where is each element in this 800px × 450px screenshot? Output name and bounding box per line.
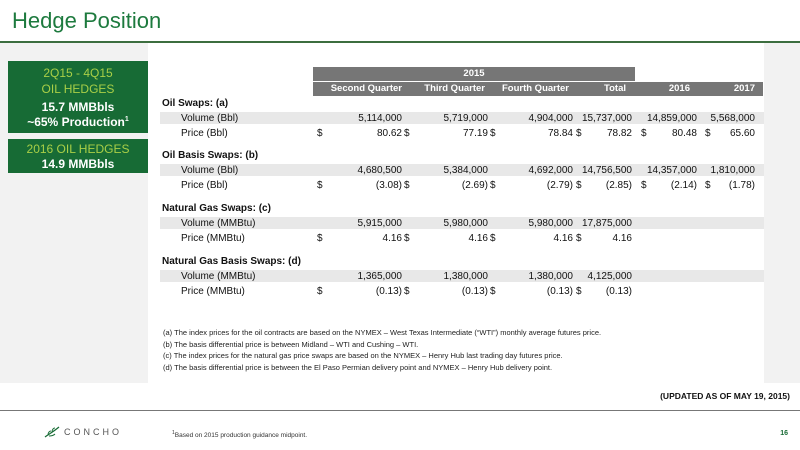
currency-symbol: $ bbox=[576, 128, 582, 139]
table-cell: (1.78) bbox=[728, 180, 755, 191]
currency-symbol: $ bbox=[404, 286, 410, 297]
currency-symbol: $ bbox=[317, 128, 323, 139]
table-cell: 80.62 bbox=[376, 128, 402, 139]
currency-symbol: $ bbox=[705, 180, 711, 191]
table-cell: 65.60 bbox=[729, 128, 755, 139]
table-cell: 1,380,000 bbox=[443, 271, 488, 282]
oil-hedges-heading: OIL HEDGES bbox=[41, 82, 115, 96]
note-a: (a) The index prices for the oil contracts are based on the NYMEX – West Texas Intermediate (“WTI”) monthly average futures price. bbox=[163, 328, 602, 337]
currency-symbol: $ bbox=[641, 128, 647, 139]
column-header: Total bbox=[604, 83, 626, 94]
note-d: (d) The basis differential price is between the El Paso Permian delivery point and NYMEX – Henry Hub delivery point. bbox=[163, 362, 553, 372]
table-cell: 4,692,000 bbox=[528, 165, 573, 176]
table-cell: 77.19 bbox=[462, 128, 488, 139]
oil-hedges-2016-volume: 14.9 MMBbls bbox=[41, 157, 115, 171]
table-cell: (2.85) bbox=[605, 180, 632, 191]
currency-symbol: $ bbox=[404, 128, 410, 139]
table-cell: 78.82 bbox=[606, 128, 632, 139]
column-header: 2017 bbox=[733, 83, 755, 94]
notes bbox=[163, 327, 601, 373]
footer-divider bbox=[0, 410, 800, 411]
row-label: Price (Bbl) bbox=[181, 128, 228, 139]
table-cell: 78.84 bbox=[547, 128, 573, 139]
section-title: Oil Basis Swaps: (b) bbox=[162, 150, 259, 161]
table-cell: 5,114,000 bbox=[358, 113, 402, 124]
oil-hedges-2015-box bbox=[8, 61, 148, 133]
table-cell: 1,380,000 bbox=[528, 271, 573, 282]
table-cell: 4.16 bbox=[468, 233, 488, 244]
currency-symbol: $ bbox=[576, 180, 582, 191]
production-footnote-marker: 1 bbox=[124, 116, 129, 123]
note-b: (b) The basis differential price is between Midland – WTI and Cushing – WTI. bbox=[163, 339, 419, 349]
table-cell: 14,859,000 bbox=[646, 113, 697, 124]
table-cell: 17,875,000 bbox=[581, 218, 632, 229]
currency-symbol: $ bbox=[576, 233, 582, 244]
table-cell: 4.16 bbox=[612, 233, 632, 244]
page-title: Hedge Position bbox=[12, 8, 162, 33]
table-cell: 4,680,500 bbox=[357, 165, 402, 176]
row-label: Price (MMBtu) bbox=[181, 233, 245, 244]
column-header: 2016 bbox=[668, 83, 690, 94]
currency-symbol: $ bbox=[490, 233, 496, 244]
table-cell: (0.13) bbox=[546, 286, 573, 297]
currency-symbol: $ bbox=[490, 286, 496, 297]
currency-symbol: $ bbox=[317, 286, 323, 297]
concho-logo bbox=[44, 426, 122, 438]
currency-symbol: $ bbox=[317, 180, 323, 191]
updated-date: (UPDATED AS OF MAY 19, 2015) bbox=[660, 391, 790, 401]
table-cell: 5,568,000 bbox=[710, 113, 755, 124]
table-cell: 5,980,000 bbox=[528, 218, 573, 229]
table-cell: 80.48 bbox=[671, 128, 697, 139]
oil-hedges-2016-heading: 2016 OIL HEDGES bbox=[26, 142, 130, 156]
year-group-header: 2015 bbox=[313, 67, 635, 81]
period-label: 2Q15 - 4Q15 bbox=[43, 66, 113, 80]
right-panel bbox=[764, 43, 800, 383]
table-cell: (2.79) bbox=[546, 180, 573, 191]
footnote: $^1$Based on 2015 production guidance midpoint. bbox=[172, 430, 308, 440]
table-cell: (3.08) bbox=[375, 180, 402, 191]
row-label: Volume (MMBtu) bbox=[181, 218, 256, 229]
table-cell: 5,719,000 bbox=[443, 113, 488, 124]
table-cell: 5,980,000 bbox=[443, 218, 488, 229]
wheat-icon bbox=[44, 426, 60, 438]
currency-symbol: $ bbox=[705, 128, 711, 139]
table-cell: 4,904,000 bbox=[528, 113, 573, 124]
table-cell: (0.13) bbox=[375, 286, 402, 297]
column-header: Second Quarter bbox=[330, 83, 402, 94]
currency-symbol: $ bbox=[490, 128, 496, 139]
table-cell: 14,756,500 bbox=[581, 165, 632, 176]
currency-symbol: $ bbox=[404, 233, 410, 244]
section-title: Natural Gas Basis Swaps: (d) bbox=[162, 256, 301, 267]
table-cell: 1,365,000 bbox=[357, 271, 402, 282]
oil-hedges-volume: 15.7 MMBbls bbox=[41, 100, 115, 114]
table-cell: (0.13) bbox=[461, 286, 488, 297]
row-label: Volume (Bbl) bbox=[181, 113, 239, 124]
note-c: (c) The index prices for the natural gas price swaps are based on the NYMEX – Henry Hub last trading day futures price. bbox=[163, 351, 563, 360]
table-cell: 5,384,000 bbox=[443, 165, 488, 176]
row-label: Price (Bbl) bbox=[181, 180, 228, 191]
table-cell: 1,810,000 bbox=[710, 165, 755, 176]
currency-symbol: $ bbox=[576, 286, 582, 297]
currency-symbol: $ bbox=[641, 180, 647, 191]
table-cell: (0.13) bbox=[605, 286, 632, 297]
row-label: Price (MMBtu) bbox=[181, 286, 245, 297]
table-cell: 14,357,000 bbox=[646, 165, 697, 176]
currency-symbol: $ bbox=[490, 180, 496, 191]
section-title: Oil Swaps: (a) bbox=[162, 98, 229, 109]
table-cell: (2.14) bbox=[670, 180, 697, 191]
section-title: Natural Gas Swaps: (c) bbox=[162, 203, 271, 214]
table-cell: 4.16 bbox=[382, 233, 402, 244]
page-number: 16 bbox=[780, 430, 788, 437]
table-cell: (2.69) bbox=[461, 180, 488, 191]
oil-hedges-2016-box bbox=[8, 139, 148, 173]
production-share: ~65% Production$^1$ bbox=[27, 115, 129, 129]
table-cell: 4.16 bbox=[553, 233, 573, 244]
table-cell: 5,915,000 bbox=[357, 218, 402, 229]
table-cell: 4,125,000 bbox=[587, 271, 632, 282]
logo-text: CONCHO bbox=[64, 427, 122, 437]
currency-symbol: $ bbox=[317, 233, 323, 244]
currency-symbol: $ bbox=[404, 180, 410, 191]
table-cell: 15,737,000 bbox=[581, 113, 632, 124]
column-header: Third Quarter bbox=[424, 83, 485, 94]
row-label: Volume (Bbl) bbox=[181, 165, 239, 176]
column-header: Fourth Quarter bbox=[501, 83, 569, 94]
row-label: Volume (MMBtu) bbox=[181, 271, 256, 282]
